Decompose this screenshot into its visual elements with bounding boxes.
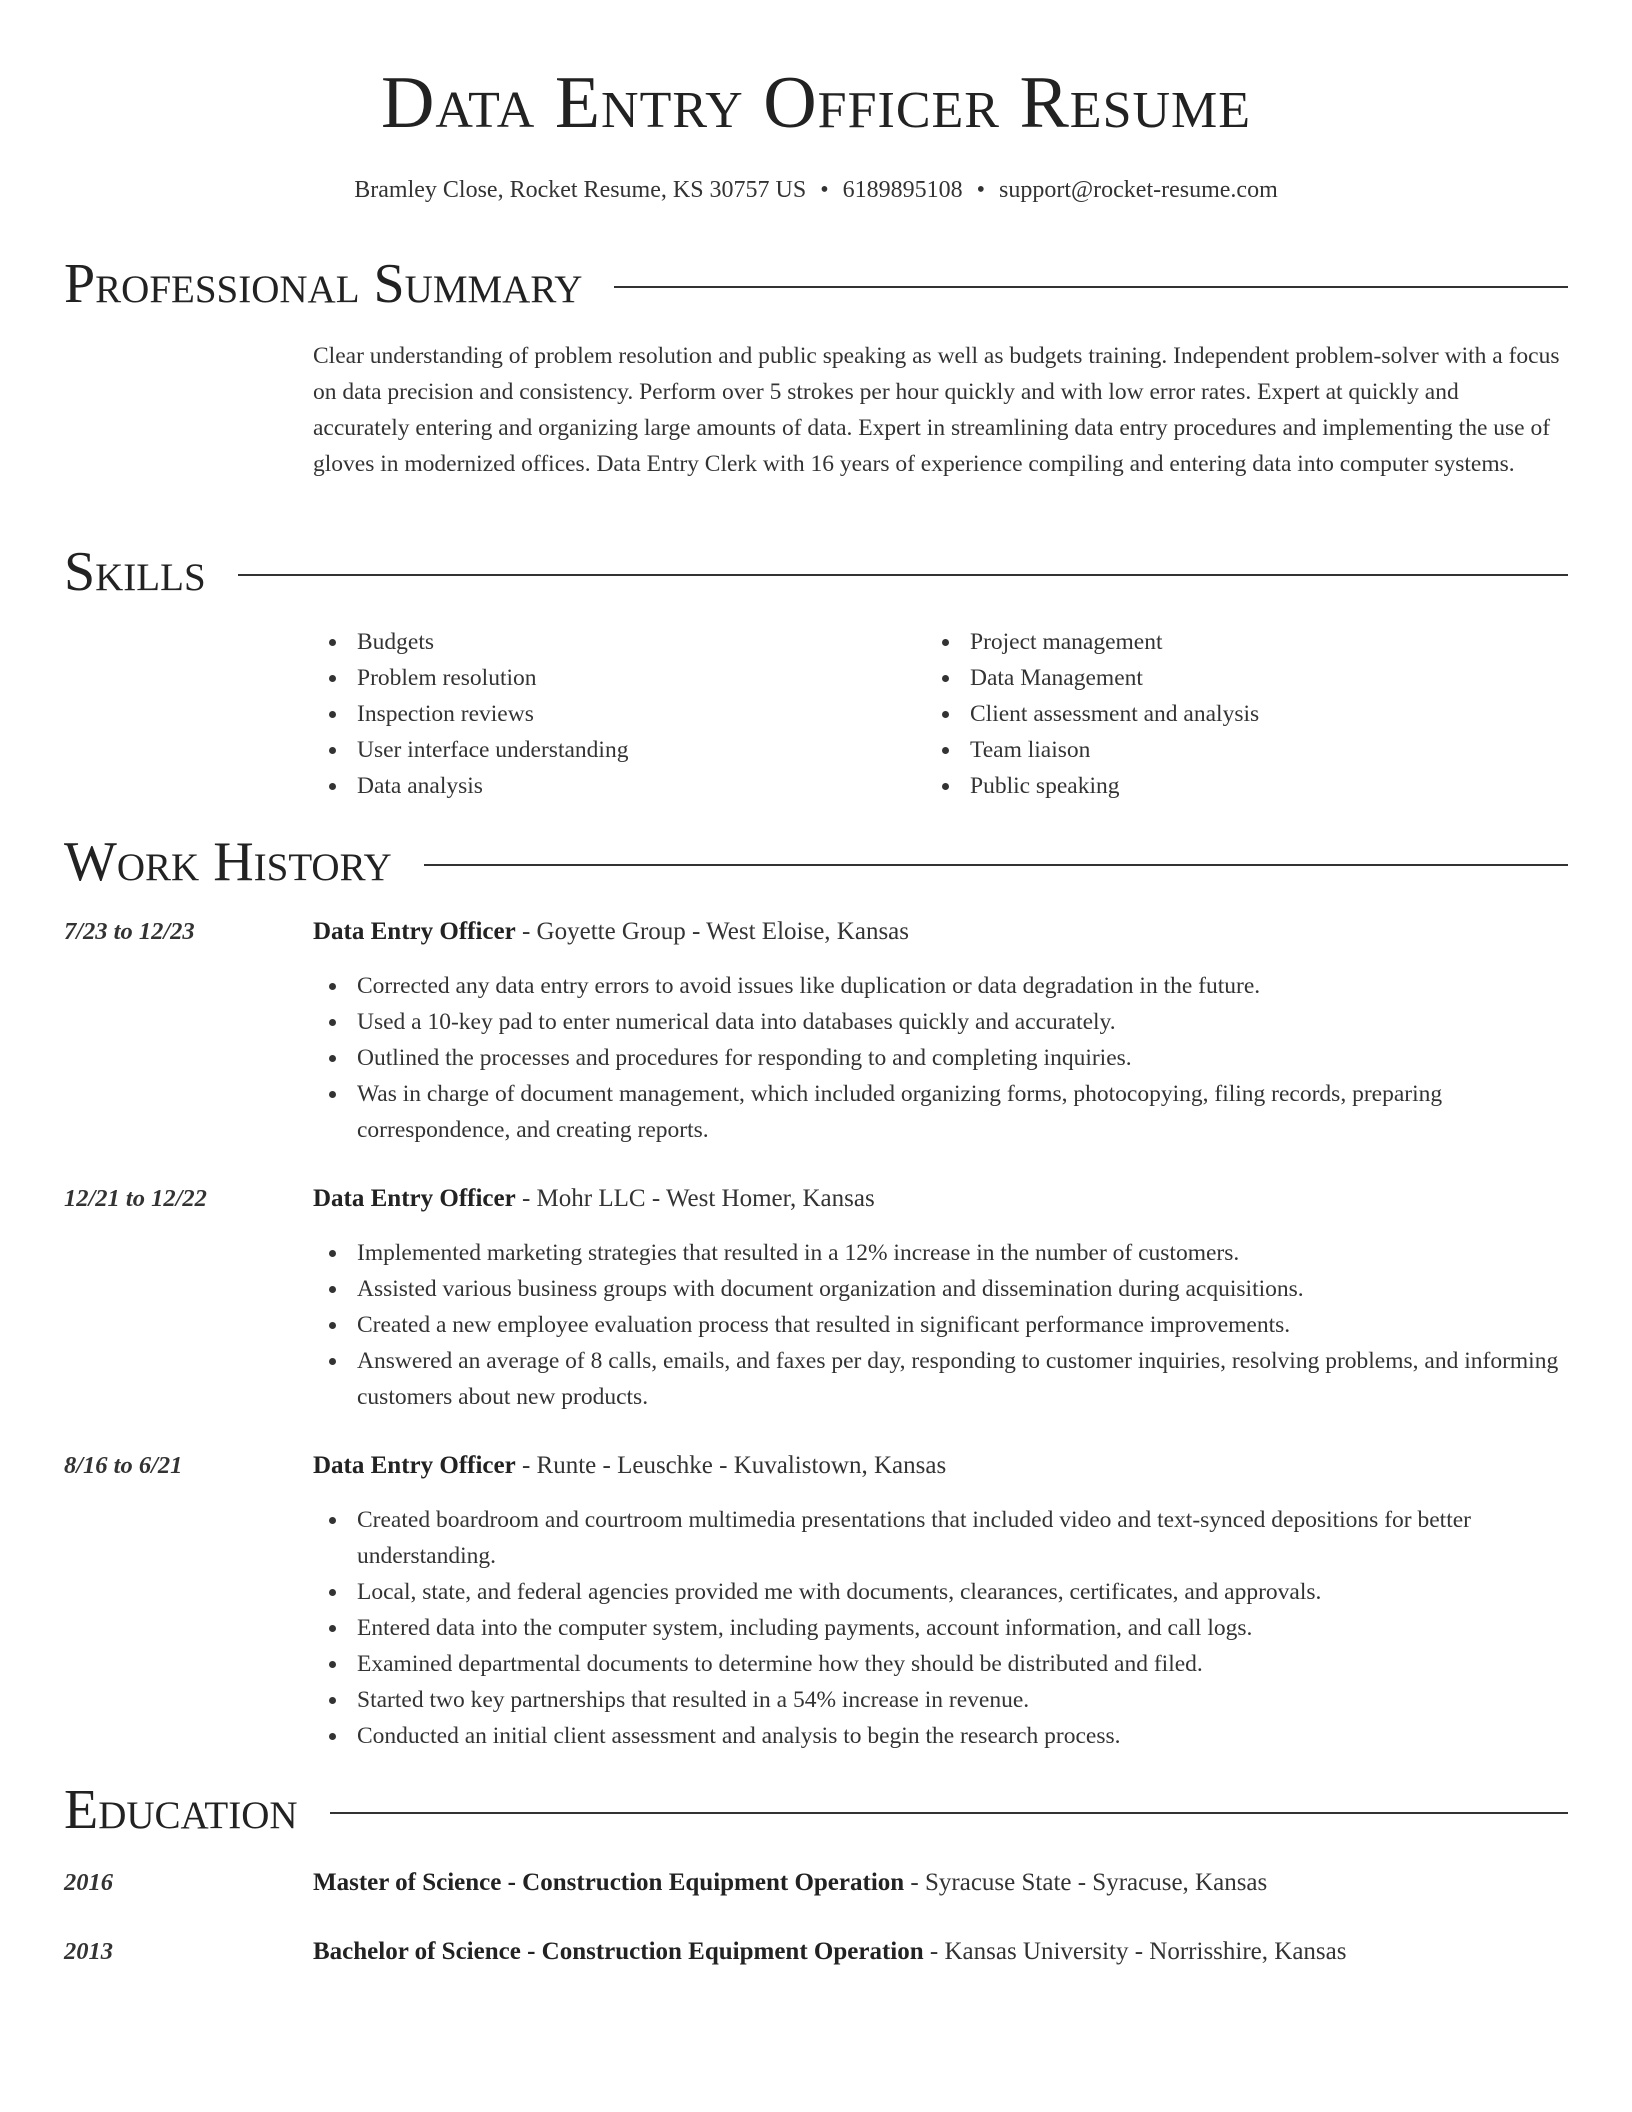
job-employer: - Mohr LLC - West Homer, Kansas xyxy=(515,1185,875,1212)
job-bullet: Implemented marketing strategies that resulted in a 12% increase in the number of customers. xyxy=(313,1235,1561,1271)
job-bullet: Outlined the processes and procedures for responding to and completing inquiries. xyxy=(313,1040,1561,1076)
job-bullets xyxy=(313,1502,1561,1754)
contact-line xyxy=(0,174,1632,206)
job-bullet: Entered data into the computer system, including payments, account information, and call logs. xyxy=(313,1610,1561,1646)
skill-item: Team liaison xyxy=(926,732,1506,768)
job-bullet: Created a new employee evaluation process that resulted in significant performance improvements. xyxy=(313,1307,1561,1343)
section-divider xyxy=(238,574,1568,576)
section-divider xyxy=(330,1812,1568,1814)
resume-title: Data Entry Officer Resume xyxy=(380,62,1252,144)
job-bullets xyxy=(313,1235,1561,1415)
job-dates: 8/16 to 6/21 xyxy=(64,1452,183,1479)
skills-heading: Skills xyxy=(64,541,206,603)
skill-item: Budgets xyxy=(313,624,893,660)
job-bullet: Answered an average of 8 calls, emails, and faxes per day, responding to customer inquiries, resolving problems, and informing customers about new products. xyxy=(313,1343,1561,1415)
contact-separator: • xyxy=(820,177,829,203)
skill-item: Problem resolution xyxy=(313,660,893,696)
skills-column-right xyxy=(926,624,1506,804)
skill-item: User interface understanding xyxy=(313,732,893,768)
education-degree: Master of Science - Construction Equipment Operation xyxy=(313,1869,905,1896)
skill-item: Data analysis xyxy=(313,768,893,804)
skill-item: Project management xyxy=(926,624,1506,660)
work-section-header xyxy=(64,830,1568,894)
education-year: 2013 xyxy=(64,1938,113,1965)
skills-section-header xyxy=(64,540,1568,604)
job-bullet: Conducted an initial client assessment and analysis to begin the research process. xyxy=(313,1718,1561,1754)
skill-item: Data Management xyxy=(926,660,1506,696)
education-entry xyxy=(313,1935,1346,1969)
summary-text: Clear understanding of problem resolution and public speaking as well as budgets training. Independent problem-solver with a focus on data precision and consistency. Perform over 5 strokes per hour quickly and with low error rates. Expert at quickly and accurately entering and organizing large amounts of data. Expert in streamlining data entry procedures and implementing the use of gloves in modernized offices. Data Entry Clerk with 16 years of experience compiling and entering data into computer systems. xyxy=(313,343,1560,477)
skills-list-left xyxy=(313,624,893,804)
job-employer: - Runte - Leuschke - Kuvalistown, Kansas xyxy=(515,1452,947,1479)
job-bullet: Corrected any data entry errors to avoid issues like duplication or data degradation in the future. xyxy=(313,968,1561,1004)
job-bullet: Started two key partnerships that resulted in a 54% increase in revenue. xyxy=(313,1682,1561,1718)
skill-item: Public speaking xyxy=(926,768,1506,804)
job-title: Data Entry Officer xyxy=(313,1185,516,1212)
contact-phone: 6189895108 xyxy=(842,177,963,203)
education-degree: Bachelor of Science - Construction Equipment Operation xyxy=(313,1938,924,1965)
job-bullet: Used a 10-key pad to enter numerical data into databases quickly and accurately. xyxy=(313,1004,1561,1040)
job-employer: - Goyette Group - West Eloise, Kansas xyxy=(515,918,909,945)
job-dates: 7/23 to 12/23 xyxy=(64,918,195,945)
contact-separator: • xyxy=(976,177,986,203)
skill-item: Client assessment and analysis xyxy=(926,696,1506,732)
education-year: 2016 xyxy=(64,1869,113,1896)
skill-item: Inspection reviews xyxy=(313,696,893,732)
job-bullet: Created boardroom and courtroom multimedia presentations that included video and text-synced depositions for better understanding. xyxy=(313,1502,1561,1574)
contact-email[interactable]: support@rocket-resume.com xyxy=(999,177,1278,203)
summary-heading: Professional Summary xyxy=(64,253,583,315)
job-header xyxy=(313,1449,946,1483)
job-header xyxy=(313,915,909,949)
job-bullet: Local, state, and federal agencies provided me with documents, clearances, certificates, and approvals. xyxy=(313,1574,1561,1610)
section-divider xyxy=(424,864,1568,866)
section-divider xyxy=(614,286,1568,288)
education-entry xyxy=(313,1866,1267,1900)
education-heading: Education xyxy=(64,1779,298,1841)
education-school: - Syracuse State - Syracuse, Kansas xyxy=(904,1869,1268,1896)
job-bullet: Was in charge of document management, which included organizing forms, photocopying, filing records, preparing correspondence, and creating reports. xyxy=(313,1076,1561,1148)
skills-list-right xyxy=(926,624,1506,804)
work-heading: Work History xyxy=(64,831,392,893)
job-bullet: Examined departmental documents to determine how they should be distributed and filed. xyxy=(313,1646,1561,1682)
job-bullet: Assisted various business groups with document organization and dissemination during acquisitions. xyxy=(313,1271,1561,1307)
contact-address: Bramley Close, Rocket Resume, KS 30757 US xyxy=(354,177,807,203)
job-title: Data Entry Officer xyxy=(313,1452,516,1479)
job-title: Data Entry Officer xyxy=(313,918,516,945)
job-bullets xyxy=(313,968,1561,1148)
skills-column-left xyxy=(313,624,893,804)
education-school: - Kansas University - Norrisshire, Kansas xyxy=(923,1938,1347,1965)
summary-section-header xyxy=(64,252,1568,316)
job-dates: 12/21 to 12/22 xyxy=(64,1185,207,1212)
job-header xyxy=(313,1182,875,1216)
education-section-header xyxy=(64,1778,1568,1842)
